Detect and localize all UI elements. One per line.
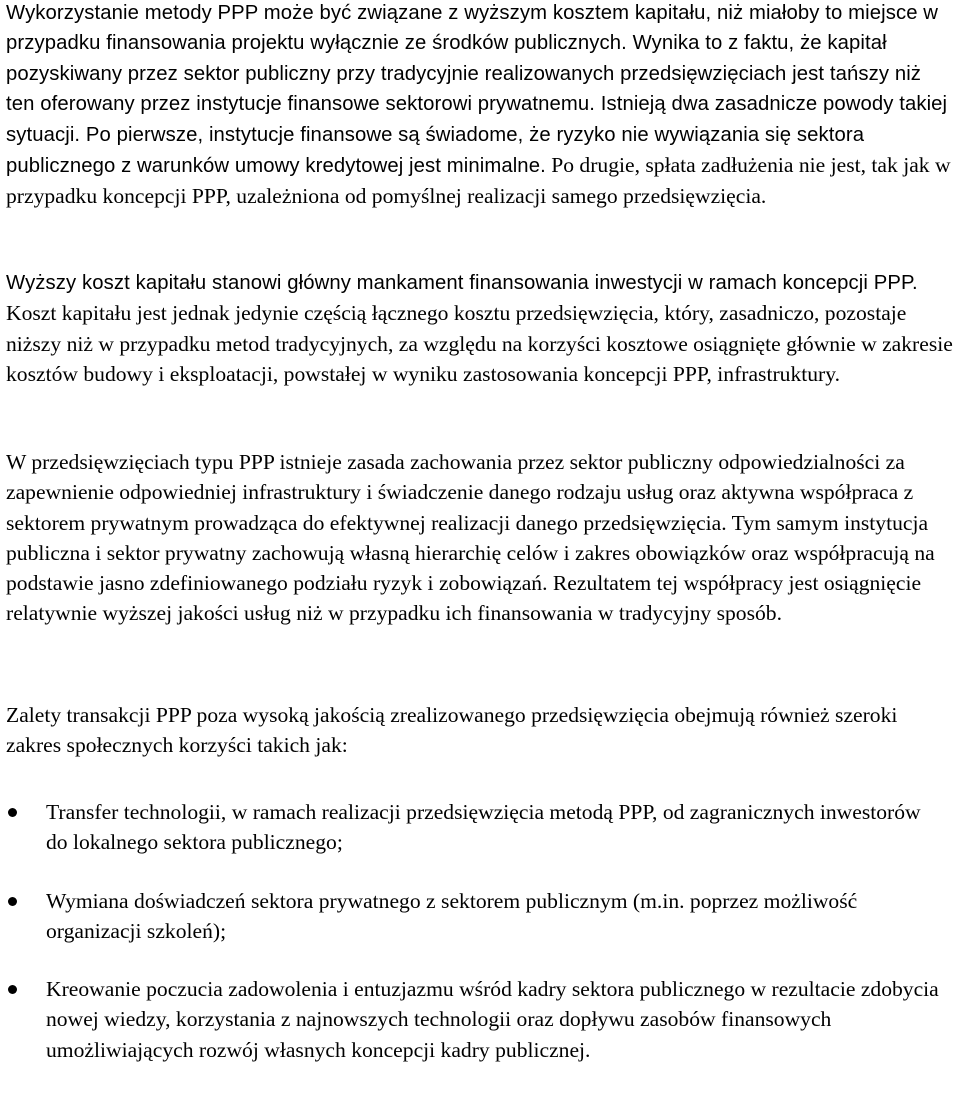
- paragraph-capital-cost-text-1: Wykorzystanie metody PPP może być związane z wyższym kosztem kapitału, niż miałoby to miejsce w przypadku finansowania projektu wyłącznie ze środków publicznych. Wynika to z faktu, że kapitał pozyskiwany przez sektor publiczny przy tradycyjnie realizowanych przedsięwzięciach jest tańszy niż ten oferowany przez instytucje finansowe sektorowi prywatnemu.: [6, 2, 939, 116]
- bullet-icon: [8, 897, 17, 906]
- benefits-list: [0, 797, 940, 1093]
- paragraph-capital-cost-text-4: Po drugie, spłata zadłużenia nie jest, tak jak w przypadku koncepcji PPP, uzależniona od pomyślnej realizacji samego przedsięwzięcia.: [6, 153, 951, 209]
- paragraph-capital-cost-text-3: Po pierwsze, instytucje finansowe są świadome, że ryzyko nie wywiązania się sektora publicznego z warunków umowy kredytowej jest minimalne.: [6, 123, 865, 178]
- list-item-text: Wymiana doświadczeń sektora prywatnego z sektorem publicznym (m.in. poprzez możliwość organizacji szkoleń);: [46, 888, 858, 943]
- paragraph-ppp-advantages: Zalety transakcji PPP poza wysoką jakością zrealizowanego przedsięwzięcia obejmują również szeroki zakres społecznych korzyści takich jak:: [6, 703, 898, 758]
- paragraph-higher-cost-text-2: Koszt kapitału jest jednak jedynie częścią łącznego kosztu przedsięwzięcia, który, zasadniczo, pozostaje niższy niż w przypadku metod tradycyjnych, za względu na korzyści kosztowe osiągnięte głównie w zakresie kosztów budowy i eksploatacji, powstałej w wyniku zastosowania koncepcji PPP, infrastruktury.: [6, 301, 953, 386]
- list-item-text: Transfer technologii, w ramach realizacji przedsięwzięcia metodą PPP, od zagranicznych inwestorów do lokalnego sektora publicznego;: [46, 800, 921, 855]
- list-item-text: Kreowanie poczucia zadowolenia i entuzjazmu wśród kadry sektora publicznego w rezultacie zdobycia nowej wiedzy, korzystania z najnowszych technologii oraz dopływu zasobów finansowych umożliwiających rozwój własnych koncepcji kadry publicznej.: [46, 977, 939, 1062]
- list-item: [0, 797, 940, 858]
- list-item: [0, 974, 940, 1065]
- paragraph-ppp-principle: W przedsięwzięciach typu PPP istnieje zasada zachowania przez sektor publiczny odpowiedzialności za zapewnienie odpowiedniej infrastruktury i świadczenie danego rodzaju usług oraz aktywna współpraca z sektorem prywatnym prowadząca do efektywnej realizacji danego przedsięwzięcia. Tym samym instytucja publiczna i sektor prywatny zachowują własną hierarchię celów i zakres obowiązków oraz współpracują na podstawie jasno zdefiniowanego podziału ryzyk i zobowiązań. Rezultatem tej współpracy jest osiągnięcie relatywnie wyższej jakości usług niż w przypadku ich finansowania w tradycyjny sposób.: [6, 450, 935, 626]
- paragraph-capital-cost-text-2: Istnieją dwa zasadnicze powody takiej sytuacji.: [6, 93, 948, 146]
- paragraph-higher-cost: [6, 267, 954, 389]
- paragraph-capital-cost: [6, 0, 954, 212]
- bullet-icon: [8, 808, 17, 817]
- paragraph-higher-cost-text-1: Wyższy koszt kapitału stanowi główny mankament finansowania inwestycji w ramach koncepcji PPP.: [6, 272, 918, 294]
- bullet-icon: [8, 985, 17, 994]
- list-item: [0, 886, 940, 947]
